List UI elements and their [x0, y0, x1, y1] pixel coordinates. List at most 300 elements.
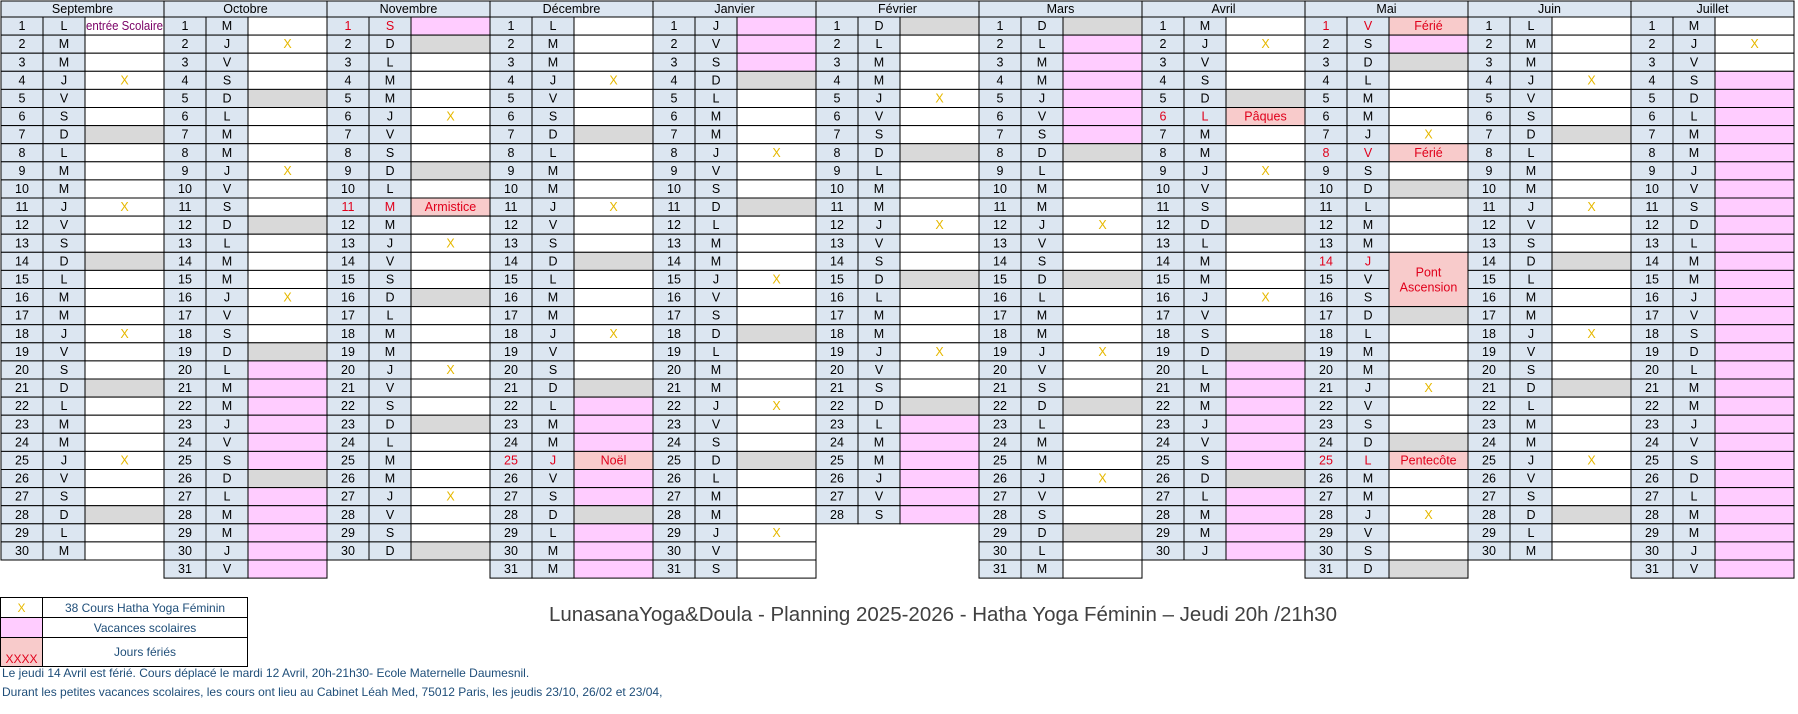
day-row [164, 71, 327, 89]
day-number: 23 [504, 417, 518, 432]
day-number: 3 [670, 55, 678, 70]
day-row [164, 144, 327, 162]
weekday-letter: M [1199, 272, 1211, 287]
day-number: 6 [507, 109, 515, 124]
day-row [979, 325, 1142, 343]
activity-cell [1063, 560, 1142, 578]
course-mark: X [1750, 37, 1759, 52]
activity-cell [1063, 126, 1142, 144]
day-number: 17 [1156, 308, 1170, 323]
day-number: 6 [344, 109, 352, 124]
activity-cell [900, 361, 979, 379]
day-number: 10 [178, 181, 192, 196]
activity-cell [1552, 343, 1631, 361]
activity-cell [85, 162, 164, 180]
day-row [653, 325, 816, 343]
weekday-letter: J [549, 200, 557, 215]
day-row [1631, 361, 1794, 379]
day-number: 5 [507, 91, 515, 106]
activity-cell [737, 234, 816, 252]
activity-cell [1552, 289, 1631, 307]
day-row [1468, 144, 1631, 162]
weekday-letter: M [58, 163, 70, 178]
day-number: 17 [1645, 308, 1659, 323]
weekday-letter: D [385, 37, 395, 52]
day-row [816, 325, 979, 343]
day-row [1631, 451, 1794, 469]
weekday-letter: M [221, 399, 233, 414]
weekday-letter: J [712, 19, 720, 34]
weekday-letter: V [1689, 181, 1699, 196]
activity-cell [411, 89, 490, 107]
weekday-letter: D [1526, 254, 1536, 269]
day-row [1631, 17, 1794, 35]
weekday-letter: L [1527, 145, 1535, 160]
activity-cell [85, 180, 164, 198]
day-row [816, 35, 979, 53]
day-row [327, 415, 490, 433]
activity-cell [574, 433, 653, 451]
activity-cell [737, 216, 816, 234]
weekday-letter: V [1037, 362, 1047, 377]
day-row [327, 108, 490, 126]
day-row [1305, 379, 1468, 397]
activity-cell [900, 433, 979, 451]
day-row [327, 542, 490, 560]
weekday-letter: S [711, 308, 721, 323]
weekday-letter: M [873, 200, 885, 215]
weekday-letter: V [222, 181, 232, 196]
day-number: 28 [178, 507, 192, 522]
day-number: 18 [993, 326, 1007, 341]
day-number: 6 [996, 109, 1004, 124]
day-row [164, 108, 327, 126]
day-row [1305, 361, 1468, 379]
day-number: 14 [1645, 254, 1659, 269]
weekday-letter: D [548, 254, 558, 269]
activity-cell [248, 397, 327, 415]
day-number: 15 [1645, 272, 1659, 287]
day-row [1631, 180, 1794, 198]
day-row [653, 252, 816, 270]
day-number: 17 [993, 308, 1007, 323]
activity-cell [1063, 270, 1142, 288]
activity-cell [1226, 361, 1305, 379]
weekday-letter: J [1690, 417, 1698, 432]
weekday-letter: J [1038, 218, 1046, 233]
day-number: 5 [1648, 91, 1656, 106]
weekday-letter: M [710, 507, 722, 522]
weekday-letter: M [1036, 435, 1048, 450]
day-number: 15 [993, 272, 1007, 287]
day-row [1631, 270, 1794, 288]
weekday-letter: V [1037, 236, 1047, 251]
weekday-letter: M [221, 19, 233, 34]
day-row [816, 252, 979, 270]
day-row [1, 433, 164, 451]
day-number: 15 [15, 272, 29, 287]
day-number: 12 [1482, 218, 1496, 233]
weekday-letter: D [711, 326, 721, 341]
weekday-letter: V [548, 471, 558, 486]
weekday-letter: L [549, 19, 557, 34]
month-10 [1631, 1, 1794, 578]
day-row [1142, 397, 1305, 415]
day-number: 14 [504, 254, 518, 269]
weekday-letter: M [547, 562, 559, 577]
day-row [327, 180, 490, 198]
activity-cell [411, 433, 490, 451]
course-mark: X [1261, 290, 1270, 305]
activity-cell [1389, 488, 1468, 506]
weekday-letter: V [385, 127, 395, 142]
day-number: 2 [18, 37, 26, 52]
day-row [1, 289, 164, 307]
weekday-letter: M [1525, 417, 1537, 432]
day-number: 12 [1319, 218, 1333, 233]
weekday-letter: M [1688, 272, 1700, 287]
activity-cell [1389, 216, 1468, 234]
weekday-letter: L [386, 435, 394, 450]
activity-cell [1389, 524, 1468, 542]
weekday-letter: M [58, 308, 70, 323]
day-number: 21 [993, 381, 1007, 396]
weekday-letter: L [1038, 543, 1046, 558]
day-row [164, 198, 327, 216]
day-number: 4 [1159, 73, 1167, 88]
day-row [1631, 35, 1794, 53]
activity-cell [900, 71, 979, 89]
day-row [1, 126, 164, 144]
course-mark: X [283, 290, 292, 305]
day-row [1305, 307, 1468, 325]
day-number: 9 [1159, 163, 1167, 178]
day-row [1, 35, 164, 53]
day-row [653, 542, 816, 560]
day-row [490, 108, 653, 126]
day-row [653, 162, 816, 180]
activity-cell [248, 252, 327, 270]
day-number: 14 [993, 254, 1007, 269]
weekday-letter: M [384, 471, 396, 486]
day-number: 6 [670, 109, 678, 124]
day-number: 14 [341, 254, 355, 269]
weekday-letter: M [1688, 127, 1700, 142]
activity-cell [411, 343, 490, 361]
weekday-letter: D [1689, 91, 1699, 106]
day-number: 9 [18, 163, 26, 178]
day-number: 27 [341, 489, 355, 504]
day-row [327, 524, 490, 542]
day-row [1468, 17, 1631, 35]
weekday-letter: D [222, 91, 232, 106]
course-mark: X [120, 453, 129, 468]
day-row [490, 35, 653, 53]
day-row [1142, 71, 1305, 89]
weekday-letter: M [1525, 37, 1537, 52]
legend-row-vacations [1, 618, 248, 638]
day-row [490, 270, 653, 288]
activity-cell [900, 397, 979, 415]
activity-cell [248, 270, 327, 288]
day-number: 22 [1156, 399, 1170, 414]
day-number: 25 [178, 453, 192, 468]
day-number: 11 [1156, 200, 1170, 215]
weekday-letter: M [58, 543, 70, 558]
activity-cell [411, 144, 490, 162]
day-number: 24 [667, 435, 681, 450]
day-row [1, 397, 164, 415]
day-number: 15 [1156, 272, 1170, 287]
day-row [490, 542, 653, 560]
activity-cell [1063, 71, 1142, 89]
day-number: 28 [1319, 507, 1333, 522]
weekday-letter: M [1036, 562, 1048, 577]
day-row [1142, 470, 1305, 488]
weekday-letter: J [60, 200, 68, 215]
weekday-letter: M [58, 181, 70, 196]
day-number: 4 [1648, 73, 1656, 88]
day-number: 20 [504, 362, 518, 377]
month-4 [653, 1, 816, 578]
day-number: 25 [1319, 453, 1333, 468]
weekday-letter: L [60, 19, 68, 34]
day-number: 11 [1482, 200, 1496, 215]
day-number: 17 [667, 308, 681, 323]
activity-cell [900, 270, 979, 288]
legend-swatch-vacation [1, 618, 43, 638]
weekday-letter: L [712, 91, 720, 106]
weekday-letter: V [1526, 471, 1536, 486]
weekday-letter: M [547, 308, 559, 323]
weekday-letter: M [1525, 308, 1537, 323]
day-number: 9 [1485, 163, 1493, 178]
weekday-letter: M [873, 435, 885, 450]
activity-cell [900, 379, 979, 397]
activity-cell [1063, 451, 1142, 469]
weekday-letter: S [1363, 163, 1373, 178]
day-row [164, 379, 327, 397]
day-row [816, 234, 979, 252]
day-number: 2 [670, 37, 678, 52]
day-row [1631, 325, 1794, 343]
day-number: 4 [670, 73, 678, 88]
day-number: 29 [1482, 525, 1496, 540]
weekday-letter: S [711, 562, 721, 577]
holiday-label: Pont [1415, 265, 1442, 280]
activity-cell [1063, 108, 1142, 126]
activity-cell [900, 470, 979, 488]
day-row [327, 35, 490, 53]
weekday-letter: J [223, 417, 231, 432]
day-row [1631, 307, 1794, 325]
weekday-letter: S [1689, 73, 1699, 88]
weekday-letter: M [1199, 381, 1211, 396]
day-row [164, 470, 327, 488]
weekday-letter: L [1201, 362, 1209, 377]
day-row [327, 198, 490, 216]
day-row [979, 307, 1142, 325]
day-number: 4 [181, 73, 189, 88]
activity-cell [248, 488, 327, 506]
activity-cell [248, 53, 327, 71]
activity-cell [1715, 108, 1794, 126]
activity-cell [248, 379, 327, 397]
day-row [490, 379, 653, 397]
course-mark: X [1261, 163, 1270, 178]
day-number: 4 [1485, 73, 1493, 88]
day-row [979, 234, 1142, 252]
weekday-letter: M [1036, 55, 1048, 70]
activity-cell [1226, 17, 1305, 35]
day-number: 10 [341, 181, 355, 196]
day-row [1142, 126, 1305, 144]
day-number: 29 [667, 525, 681, 540]
activity-cell [737, 433, 816, 451]
note-holiday-move: Le jeudi 14 Avril est férié. Cours déplacé le mardi 12 Avril, 20h-21h30- Ecole Maternelle Daumesnil. [2, 666, 530, 680]
day-row [164, 35, 327, 53]
day-number: 15 [178, 272, 192, 287]
weekday-letter: L [549, 399, 557, 414]
activity-cell [900, 307, 979, 325]
day-number: 20 [1645, 362, 1659, 377]
activity-cell [574, 307, 653, 325]
activity-cell [1063, 542, 1142, 560]
day-number: 7 [18, 127, 26, 142]
activity-cell [1389, 560, 1468, 578]
day-number: 11 [830, 200, 844, 215]
day-row [1305, 162, 1468, 180]
day-row [1305, 397, 1468, 415]
weekday-letter: J [1201, 163, 1209, 178]
activity-cell [1552, 126, 1631, 144]
legend-label-vacations: Vacances scolaires [43, 618, 248, 638]
activity-cell [1226, 144, 1305, 162]
weekday-letter: M [547, 417, 559, 432]
day-row [653, 307, 816, 325]
activity-cell [1226, 307, 1305, 325]
weekday-letter: S [222, 453, 232, 468]
activity-cell [411, 17, 490, 35]
month-header: Février [878, 2, 917, 16]
day-number: 8 [1648, 145, 1656, 160]
day-row [1468, 35, 1631, 53]
day-row [979, 180, 1142, 198]
activity-cell [1063, 379, 1142, 397]
weekday-letter: L [223, 362, 231, 377]
day-row [327, 361, 490, 379]
day-number: 19 [830, 344, 844, 359]
weekday-letter: V [1200, 55, 1210, 70]
activity-cell [900, 325, 979, 343]
activity-cell [1715, 415, 1794, 433]
activity-cell [1063, 289, 1142, 307]
day-row [1631, 53, 1794, 71]
day-row [164, 325, 327, 343]
day-row [164, 307, 327, 325]
day-row [1305, 216, 1468, 234]
activity-cell [411, 270, 490, 288]
day-row [1142, 506, 1305, 524]
day-number: 29 [1156, 525, 1170, 540]
weekday-letter: V [385, 254, 395, 269]
day-number: 23 [1645, 417, 1659, 432]
day-number: 2 [833, 37, 841, 52]
day-number: 29 [341, 525, 355, 540]
activity-cell [1389, 307, 1468, 325]
course-mark: X [609, 326, 618, 341]
day-number: 6 [1322, 109, 1330, 124]
activity-cell [248, 560, 327, 578]
day-row [1142, 361, 1305, 379]
day-number: 21 [1645, 381, 1659, 396]
day-number: 13 [15, 236, 29, 251]
day-number: 8 [181, 145, 189, 160]
weekday-letter: M [710, 236, 722, 251]
weekday-letter: V [222, 55, 232, 70]
activity-cell [411, 126, 490, 144]
day-row [164, 506, 327, 524]
activity-cell [574, 470, 653, 488]
activity-cell [411, 162, 490, 180]
month-header: Mai [1376, 2, 1397, 16]
activity-cell [574, 108, 653, 126]
day-number: 22 [1319, 399, 1333, 414]
day-row [1305, 35, 1468, 53]
day-number: 20 [1482, 362, 1496, 377]
day-row [1, 252, 164, 270]
activity-cell [737, 126, 816, 144]
activity-cell [737, 180, 816, 198]
weekday-letter: D [222, 471, 232, 486]
weekday-letter: M [1036, 453, 1048, 468]
day-number: 26 [15, 471, 29, 486]
day-number: 13 [504, 236, 518, 251]
weekday-letter: D [1526, 381, 1536, 396]
activity-cell [248, 234, 327, 252]
activity-cell [1389, 53, 1468, 71]
day-row [490, 361, 653, 379]
weekday-letter: L [1527, 399, 1535, 414]
day-number: 5 [181, 91, 189, 106]
weekday-letter: M [547, 163, 559, 178]
weekday-letter: M [1362, 344, 1374, 359]
weekday-letter: J [60, 73, 68, 88]
day-number: 1 [833, 19, 841, 34]
activity-cell [900, 144, 979, 162]
day-number: 23 [15, 417, 29, 432]
day-number: 1 [1322, 19, 1330, 34]
weekday-letter: D [1689, 218, 1699, 233]
day-number: 18 [667, 326, 681, 341]
day-row [1305, 524, 1468, 542]
day-number: 25 [504, 453, 518, 468]
day-number: 27 [1319, 489, 1333, 504]
day-number: 28 [1156, 507, 1170, 522]
day-row [979, 126, 1142, 144]
day-number: 20 [830, 362, 844, 377]
day-row [1142, 198, 1305, 216]
weekday-letter: S [1363, 417, 1373, 432]
weekday-letter: J [1201, 417, 1209, 432]
day-row [1631, 89, 1794, 107]
weekday-letter: M [221, 127, 233, 142]
weekday-letter: M [710, 127, 722, 142]
weekday-letter: J [386, 109, 394, 124]
weekday-letter: M [1688, 399, 1700, 414]
activity-cell [1063, 17, 1142, 35]
weekday-letter: V [874, 109, 884, 124]
